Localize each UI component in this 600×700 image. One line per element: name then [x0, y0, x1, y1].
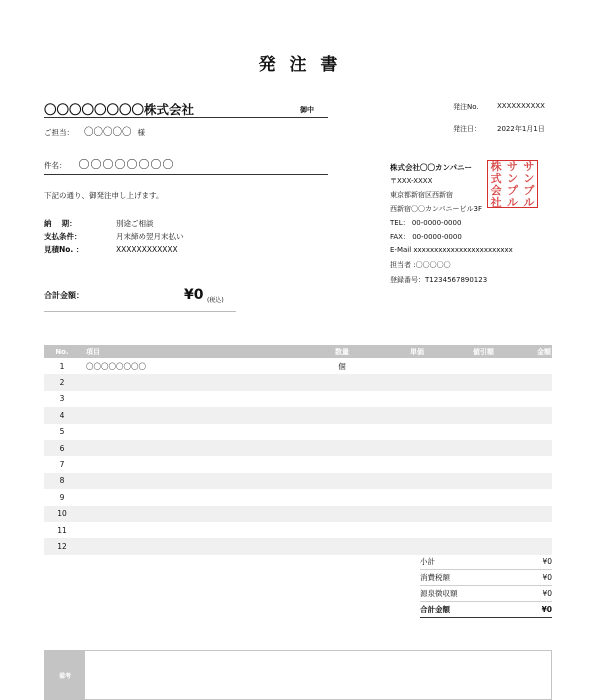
- cell-no: 10: [57, 509, 67, 519]
- issuer-person: 担当者 :〇〇〇〇〇: [390, 261, 451, 269]
- total-label: 合計金額：: [44, 291, 84, 300]
- term-value: XXXXXXXXXXXX: [116, 245, 178, 254]
- header-amount: 金額: [537, 347, 551, 356]
- cell-no: 5: [59, 427, 65, 437]
- subject-value: 〇〇〇〇〇〇〇〇: [78, 158, 175, 171]
- summary-value: ¥0: [542, 573, 552, 582]
- document-title: 発 注 書: [258, 55, 342, 75]
- issuer-address-line: 東京都新宿区西新宿: [390, 191, 453, 199]
- cell-no: 2: [59, 378, 65, 388]
- table-row: [44, 506, 552, 522]
- summary-row-consumption-tax: [420, 570, 552, 586]
- tax-included-note: (税込): [207, 297, 224, 304]
- table-row: [44, 391, 552, 407]
- table-row: [44, 456, 552, 472]
- cell-no: 9: [59, 492, 65, 502]
- cell-no: 3: [59, 394, 65, 404]
- table-body: [44, 358, 552, 555]
- summary-value: ¥0: [541, 605, 552, 614]
- summary-row-total: [420, 602, 552, 618]
- term-label: 納 期：: [44, 219, 77, 228]
- issuer-postal-code: 〒XXX-XXXX: [390, 177, 433, 185]
- remarks-label: 備考: [45, 651, 85, 699]
- cell-item: 〇〇〇〇〇〇〇〇: [86, 361, 146, 371]
- term-estimate-no: [44, 244, 178, 255]
- cell-no: 12: [57, 541, 67, 551]
- issuer-fax: FAX： 00-0000-0000: [390, 233, 462, 241]
- subject-line: [44, 156, 328, 175]
- issuer-tel: TEL： 00-0000-0000: [390, 219, 462, 227]
- cell-no: 11: [57, 525, 67, 535]
- subject-label: 件名：: [44, 161, 67, 170]
- company-seal-stamp: 株 サ サ 式 ン ン 会 プ プ 社 ル ル: [487, 160, 538, 208]
- client-contact: [44, 124, 145, 138]
- header-unit-price: 単価: [410, 347, 424, 356]
- term-label: 支払条件：: [44, 232, 82, 241]
- summary-value: ¥0: [542, 557, 552, 566]
- term-value: 月末締め翌月末払い: [116, 232, 184, 241]
- intro-text: 下記の通り、御発注申し上げます。: [44, 191, 164, 200]
- header-discount: 値引額: [473, 347, 494, 356]
- client-name: 〇〇〇〇〇〇〇〇株式会社: [44, 102, 195, 117]
- cell-qty: 個: [338, 361, 346, 371]
- summary-block: [420, 554, 552, 618]
- remarks-box: [44, 650, 552, 700]
- summary-row-withholding: [420, 586, 552, 602]
- term-payment: [44, 231, 184, 242]
- cell-no: 6: [59, 443, 65, 453]
- summary-label: 源泉徴収額: [420, 589, 458, 598]
- summary-label: 合計金額: [420, 605, 450, 614]
- contact-honorific: 様: [137, 128, 146, 137]
- total-amount: ¥0: [184, 287, 204, 303]
- header-no: No.: [55, 347, 69, 356]
- header-item: 項目: [86, 347, 100, 356]
- table-row: [44, 473, 552, 489]
- order-no-label: 発注No.: [453, 103, 479, 111]
- header-qty: 数量: [335, 347, 349, 356]
- summary-label: 消費税額: [420, 573, 450, 582]
- term-label: 見積No. ：: [44, 245, 84, 254]
- issuer-company-name: 株式会社〇〇カンパニー: [390, 163, 472, 172]
- table-row: [44, 538, 552, 554]
- remarks-text: [85, 651, 551, 699]
- table-row: [44, 522, 552, 538]
- term-value: 別途ご相談: [116, 219, 154, 228]
- table-row: [44, 358, 552, 374]
- table-row: [44, 440, 552, 456]
- order-no-value: XXXXXXXXXX: [497, 102, 545, 110]
- issuer-email: E-Mail xxxxxxxxxxxxxxxxxxxxxxxx: [390, 246, 513, 254]
- summary-value: ¥0: [542, 589, 552, 598]
- line-items-table: [44, 345, 552, 555]
- cell-no: 8: [59, 476, 65, 486]
- table-row: [44, 407, 552, 423]
- total-amount-box: [44, 287, 236, 312]
- client-block: [44, 100, 328, 118]
- summary-row-subtotal: [420, 554, 552, 570]
- client-honorific-suffix: 御中: [300, 106, 314, 114]
- issuer-building-line: 西新宿〇〇カンパニービル3F: [390, 205, 482, 213]
- summary-label: 小計: [420, 557, 435, 566]
- contact-label: ご担当：: [44, 128, 74, 137]
- table-row: [44, 374, 552, 390]
- cell-no: 7: [59, 460, 65, 470]
- cell-no: 4: [59, 410, 65, 420]
- table-header: [44, 345, 552, 358]
- table-row: [44, 424, 552, 440]
- issuer-registration-no: 登録番号：T1234567890123: [390, 276, 488, 284]
- order-date-value: 2022年1月1日: [497, 125, 545, 133]
- table-row: [44, 489, 552, 505]
- contact-name: 〇〇〇〇〇: [84, 127, 132, 138]
- term-delivery: [44, 218, 154, 229]
- order-date-label: 発注日：: [453, 125, 481, 133]
- cell-no: 1: [59, 361, 65, 371]
